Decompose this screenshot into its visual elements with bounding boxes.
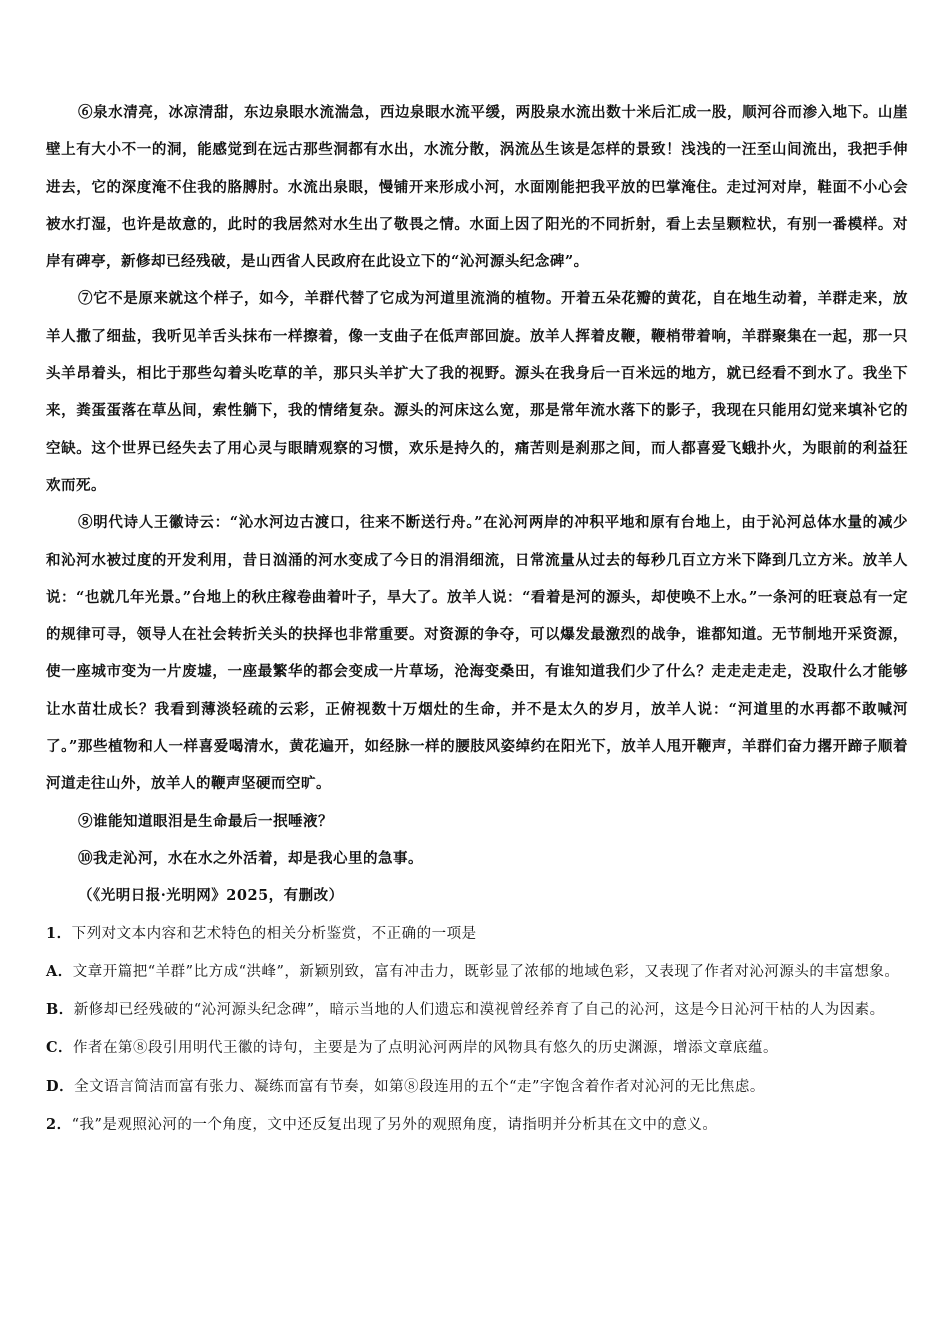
option-text: 新修却已经残破的“沁河源头纪念碑”，暗示当地的人们遗忘和漠视曾经养育了自己的沁河，这是今日沁河干枯的人为因素。 bbox=[73, 1002, 885, 1019]
paragraph-7: ⑦它不是原来就这个样子，如今，羊群代替了它成为河道里流淌的植物。开着五朵花瓣的黄花，自在地生动着，羊群走来，放羊人撒了细盐，我听见羊舌头抹布一样擦着，像一支曲子在低声部回旋。放羊人挥着皮鞭，鞭梢带着响，羊群聚集在一起，那一只头羊昂着头，相比于那些勾着头吃草的羊，那只头羊扩大了我的视野。源头在我身后一百米远的地方，就已经看不到水了。我坐下来，粪蛋蛋落在草丛间，索性躺下，我的情绪复杂。源头的河床这么宽，那是常年流水落下的影子，我现在只能用幻觉来填补它的空缺。这个世界已经失去了用心灵与眼睛观察的习惯，欢乐是持久的，痛苦则是刹那之间，而人都喜爱飞蛾扑火，为眼前的利益狂欢而死。 bbox=[46, 290, 908, 494]
question-number: 2． bbox=[46, 1116, 72, 1134]
option-a bbox=[46, 953, 908, 991]
source-citation: （《光明日报·光明网》2025，有删改） bbox=[78, 887, 344, 905]
question-stem: 下列对文本内容和艺术特色的相关分析鉴赏，不正确的一项是 bbox=[71, 925, 477, 942]
document-content bbox=[46, 94, 908, 1144]
paragraph-8: ⑧明代诗人王徽诗云：“沁水河边古渡口，往来不断送行舟。”在沁河两岸的冲积平地和原有台地上，由于沁河总体水量的减少和沁河水被过度的开发利用，昔日汹涌的河水变成了今日的涓涓细流，日常流量从过去的每秒几百立方米下降到几立方米。放羊人说：“也就几年光景。”台地上的秋庄稼卷曲着叶子，旱大了。放羊人说：“看着是河的源头，却使唤不上水。”一条河的旺衰总有一定的规律可寻，领导人在社会转折关头的抉择也非常重要。对资源的争夺，可以爆发最激烈的战争，谁都知道。无节制地开采资源，使一座城市变为一片废墟，一座最繁华的都会变成一片草场，沧海变桑田，有谁知道我们少了什么？走走走走走，没取什么才能够让水苗壮成长？我看到薄淡轻疏的云彩，正俯视数十万烟灶的生命，并不是太久的岁月，放羊人说：“河道里的水再都不敢喊河了。”那些植物和人一样喜爱喝清水，黄花遍开，如经脉一样的腰肢风姿绰约在阳光下，放羊人甩开鞭声，羊群们奋力撂开蹄子顺着河道走往山外，放羊人的鞭声坚硬而空旷。 bbox=[46, 514, 908, 793]
option-text: 作者在第⑧段引用明代王徽的诗句，主要是为了点明沁河两岸的风物具有悠久的历史渊源，增添文章底蕴。 bbox=[73, 1040, 779, 1057]
option-letter: B． bbox=[46, 1001, 74, 1019]
question-1 bbox=[46, 915, 908, 953]
option-letter: C． bbox=[46, 1039, 74, 1057]
paragraph-9: ⑨谁能知道眼泪是生命最后一抿唾液？ bbox=[78, 812, 333, 830]
option-c bbox=[46, 1029, 908, 1067]
question-stem: “我”是观照沁河的一个角度，文中还反复出现了另外的观照角度，请指明并分析其在文中的意义。 bbox=[71, 1117, 718, 1134]
option-text: 全文语言简洁而富有张力、凝练而富有节奏，如第⑧段连用的五个“走”字饱含着作者对沁河的无比焦虑。 bbox=[74, 1078, 765, 1095]
question-number: 1． bbox=[46, 924, 72, 942]
question-2 bbox=[46, 1106, 908, 1144]
option-letter: A． bbox=[46, 962, 73, 980]
option-letter: D． bbox=[46, 1077, 75, 1095]
option-text: 文章开篇把“羊群”比方成“洪峰”，新颖别致，富有冲击力，既彰显了浓郁的地域色彩，又表现了作者对沁河源头的丰富想象。 bbox=[72, 963, 900, 980]
option-d bbox=[46, 1068, 908, 1106]
paragraph-10: ⑩我走沁河，水在水之外活着，却是我心里的急事。 bbox=[78, 849, 423, 867]
option-b bbox=[46, 991, 908, 1029]
paragraph-6: ⑥泉水清亮，冰凉清甜，东边泉眼水流湍急，西边泉眼水流平缓，两股泉水流出数十米后汇成一股，顺河谷而渗入地下。山崖壁上有大小不一的洞，能感觉到在远古那些洞都有水出，水流分散，涡流丛生该是怎样的景致！浅浅的一汪至山间流出，我把手伸进去，它的深度淹不住我的胳膊肘。水流出泉眼，慢铺开来形成小河，水面刚能把我平放的巴掌淹住。走过河对岸，鞋面不小心会被水打湿，也许是故意的，此时的我居然对水生出了敬畏之情。水面上因了阳光的不同折射，看上去呈颗粒状，有别一番模样。对岸有碑亭，新修却已经残破，是山西省人民政府在此设立下的“沁河源头纪念碑”。 bbox=[46, 104, 908, 271]
